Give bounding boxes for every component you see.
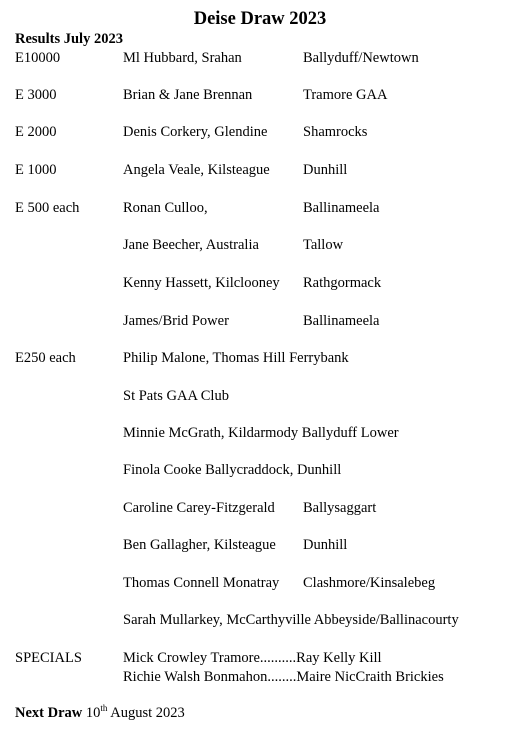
winner-name: Kenny Hassett, Kilclooney (123, 275, 280, 291)
prize-amount: E 500 each (15, 200, 80, 216)
result-row (0, 612, 510, 630)
winner-name: Philip Malone, Thomas Hill Ferrybank (123, 350, 349, 366)
result-row (0, 275, 510, 293)
winner-name: Jane Beecher, Australia (123, 237, 259, 253)
winner-name: Minnie McGrath, Kildarmody Ballyduff Lower (123, 425, 399, 441)
result-row (0, 425, 510, 443)
result-row (0, 462, 510, 480)
winner-name: Sarah Mullarkey, McCarthyville Abbeyside/Ballinacourty (123, 612, 459, 628)
next-draw-month-year: August 2023 (110, 705, 185, 721)
page-title: Deise Draw 2023 (193, 9, 327, 29)
winner-club: Tallow (303, 237, 344, 253)
winner-name: St Pats GAA Club (123, 388, 229, 404)
winner-name: Brian & Jane Brennan (123, 87, 253, 103)
winner-club: Ballysaggart (303, 500, 377, 516)
specials-line-1: Mick Crowley Tramore..........Ray Kelly Kill (123, 650, 382, 666)
next-draw-day: 10 (85, 705, 101, 721)
result-row (0, 388, 510, 406)
winner-club: Clashmore/Kinsalebeg (303, 575, 436, 591)
results-subtitle: Results July 2023 (15, 31, 123, 47)
specials-row (0, 669, 510, 687)
prize-amount: E 2000 (15, 124, 57, 140)
result-row (0, 124, 510, 142)
winner-club: Rathgormack (303, 275, 382, 291)
winner-name: James/Brid Power (123, 313, 229, 329)
result-row (0, 537, 510, 555)
result-row (0, 575, 510, 593)
result-row (0, 350, 510, 368)
specials-label: SPECIALS (15, 650, 82, 666)
specials-row (0, 650, 510, 668)
result-row (0, 500, 510, 518)
result-row (0, 313, 510, 331)
winner-name: Ronan Culloo, (123, 200, 208, 216)
prize-amount: E 3000 (15, 87, 57, 103)
prize-amount: E 1000 (15, 162, 57, 178)
winner-club: Dunhill (303, 537, 348, 553)
prize-amount: E10000 (15, 50, 61, 66)
result-row (0, 200, 510, 218)
next-draw-day-suffix: th (100, 703, 108, 713)
winner-name: Ben Gallagher, Kilsteague (123, 537, 276, 553)
winner-club: Shamrocks (303, 124, 368, 140)
winner-name: Thomas Connell Monatray (123, 575, 280, 591)
winner-club: Ballinameela (303, 313, 380, 329)
result-row (0, 50, 510, 68)
winner-name: Angela Veale, Kilsteague (123, 162, 270, 178)
result-row (0, 162, 510, 180)
winner-name: Finola Cooke Ballycraddock, Dunhill (123, 462, 342, 478)
winner-club: Dunhill (303, 162, 348, 178)
winner-name: Denis Corkery, Glendine (123, 124, 268, 140)
next-draw-label: Next Draw (15, 705, 83, 721)
winner-club: Ballyduff/Newtown (303, 50, 419, 66)
result-row (0, 87, 510, 105)
winner-name: Caroline Carey-Fitzgerald (123, 500, 275, 516)
next-draw-note (15, 705, 185, 722)
winner-club: Tramore GAA (303, 87, 388, 103)
winner-club: Ballinameela (303, 200, 380, 216)
prize-amount: E250 each (15, 350, 76, 366)
winner-name: Ml Hubbard, Srahan (123, 50, 242, 66)
result-row (0, 237, 510, 255)
specials-line-2: Richie Walsh Bonmahon........Maire NicCraith Brickies (123, 669, 444, 685)
